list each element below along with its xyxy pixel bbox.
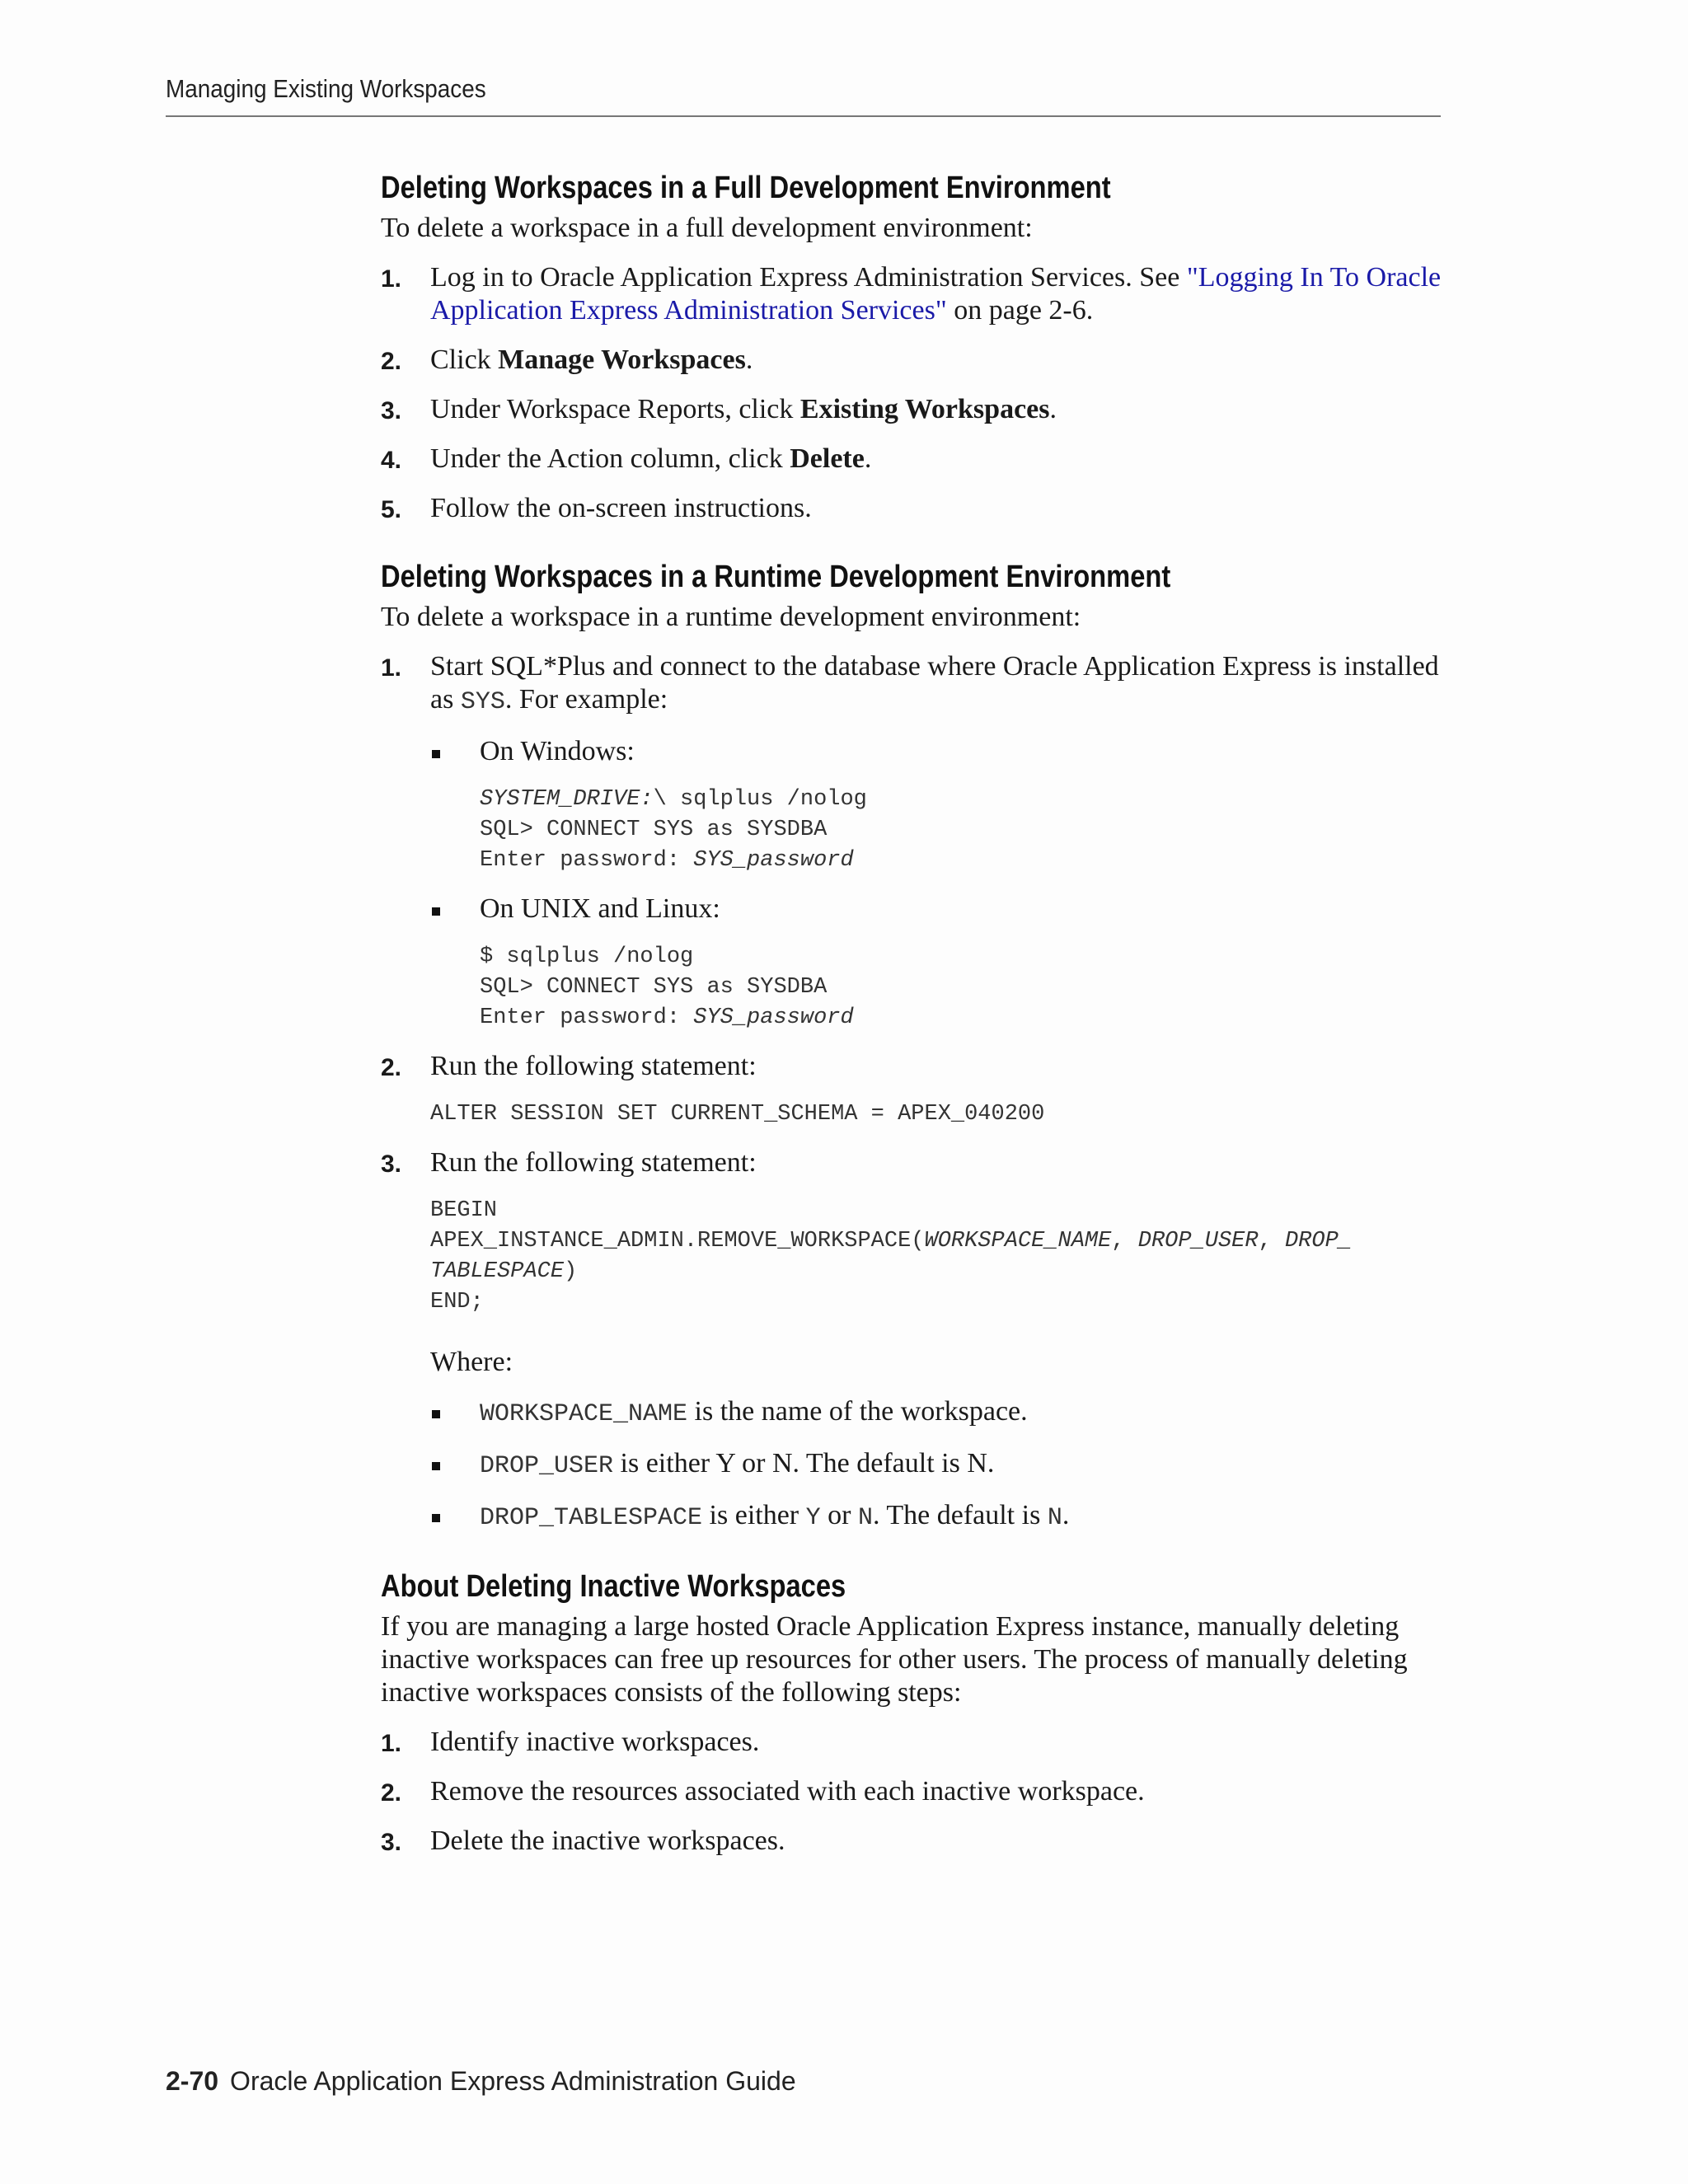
code-placeholder: SYS_password (693, 848, 854, 873)
list-item (381, 1726, 1444, 1759)
list-item (430, 1395, 1444, 1431)
running-header: Managing Existing Workspaces (166, 74, 486, 103)
code-block-remove-workspace (430, 1196, 1444, 1318)
inline-code: DROP_TABLESPACE (480, 1504, 703, 1532)
section-runtime-development (381, 558, 1444, 1535)
step-number: 3. (381, 1829, 402, 1856)
inline-code: DROP_USER (480, 1452, 614, 1480)
step-text: Identify inactive workspaces. (430, 1727, 760, 1757)
steps-list (381, 650, 1444, 1535)
step-text: Click (430, 344, 499, 375)
code-text: END; (430, 1290, 484, 1315)
book-title: Oracle Application Express Administration Guide (230, 2066, 796, 2096)
list-item (381, 492, 1444, 525)
inline-code: WORKSPACE_NAME (480, 1400, 688, 1428)
ui-term: Existing Workspaces (799, 394, 1050, 424)
step-number: 1. (381, 265, 402, 293)
bullet-icon (432, 1462, 440, 1470)
header-divider (166, 115, 1441, 117)
bullet-text: or (820, 1500, 858, 1530)
step-number: 2. (381, 348, 402, 375)
bullet-text: . The default is (872, 1500, 1048, 1530)
step-number: 2. (381, 1054, 402, 1081)
parameter-list (430, 1395, 1444, 1535)
list-item (381, 1775, 1444, 1808)
list-item (381, 1825, 1444, 1858)
code-text: ) (564, 1259, 578, 1284)
step-text: . (1049, 394, 1057, 424)
list-item (381, 443, 1444, 476)
code-text: , (1111, 1229, 1138, 1254)
steps-list (381, 261, 1444, 525)
step-text: Start SQL*Plus and connect to the database where Oracle Application Express is installed as (430, 651, 1439, 715)
inline-code: N (857, 1504, 873, 1532)
code-text: BEGIN (430, 1198, 498, 1223)
code-placeholder: TABLESPACE (430, 1259, 565, 1284)
inline-code: SYS (460, 688, 505, 716)
bullet-text: is either (702, 1500, 806, 1530)
step-number: 3. (381, 1151, 402, 1178)
step-text: . (745, 344, 753, 375)
step-text: Run the following statement: (430, 1051, 757, 1081)
bullet-icon (432, 750, 440, 758)
section-title: Deleting Workspaces in a Runtime Development Environment (381, 560, 1171, 594)
code-placeholder: DROP_USER (1137, 1229, 1259, 1254)
step-text: Remove the resources associated with each inactive workspace. (430, 1776, 1145, 1807)
section-intro: To delete a workspace in a full development environment: (381, 213, 1033, 243)
section-inactive-workspaces (381, 1568, 1444, 1858)
step-text: . For example: (504, 684, 668, 715)
step-number: 1. (381, 654, 402, 682)
step-number: 3. (381, 397, 402, 424)
code-placeholder: SYSTEM_DRIVE: (480, 787, 654, 812)
inline-code: Y (805, 1504, 821, 1532)
list-item (430, 893, 1444, 1033)
bullet-text: is the name of the workspace. (687, 1396, 1028, 1427)
list-item (381, 650, 1444, 1033)
code-text: APEX_INSTANCE_ADMIN.REMOVE_WORKSPACE( (430, 1229, 925, 1254)
ui-term: Delete (790, 443, 865, 474)
bullet-text: . (1062, 1500, 1070, 1530)
step-text: Log in to Oracle Application Express Administration Services. See (430, 262, 1187, 293)
step-number: 1. (381, 1730, 402, 1757)
step-text: Under the Action column, click (430, 443, 790, 474)
inline-code: N (1047, 1504, 1062, 1532)
step-text: Under Workspace Reports, click (430, 394, 800, 424)
list-item (381, 1050, 1444, 1130)
section-full-development (381, 169, 1444, 525)
code-block-windows (480, 785, 1444, 876)
bullet-icon (432, 1514, 440, 1522)
bullet-icon (432, 907, 440, 916)
section-title: Deleting Workspaces in a Full Development Environment (381, 171, 1111, 205)
step-text: Delete the inactive workspaces. (430, 1825, 785, 1856)
step-text: Follow the on-screen instructions. (430, 493, 812, 523)
list-item (381, 344, 1444, 377)
bullet-label: On UNIX and Linux: (480, 893, 720, 924)
list-item (381, 1146, 1444, 1535)
where-label: Where: (430, 1347, 513, 1377)
step-text: . (864, 443, 872, 474)
code-placeholder: SYS_password (693, 1005, 854, 1030)
code-text: SQL> CONNECT SYS as SYSDBA (480, 818, 828, 842)
step-number: 4. (381, 447, 402, 474)
steps-list (381, 1726, 1444, 1858)
code-block-unix (480, 942, 1444, 1033)
section-intro: If you are managing a large hosted Oracle Application Express instance, manually deleting inactive workspaces can free up resources for other users. The process of manually deleting inactive workspaces consists of the following steps: (381, 1611, 1408, 1708)
page-footer (166, 2066, 796, 2097)
code-text: Enter password: (480, 1005, 694, 1030)
logging-in-link[interactable]: "Logging In To Oracle Application Express Administration Services" (430, 262, 1442, 326)
step-number: 5. (381, 496, 402, 523)
step-text: Run the following statement: (430, 1147, 757, 1178)
code-placeholder: WORKSPACE_NAME (924, 1229, 1112, 1254)
bullet-icon (432, 1410, 440, 1418)
page-number: 2-70 (166, 2066, 219, 2096)
code-text: \ sqlplus /nolog (653, 787, 867, 812)
list-item (430, 735, 1444, 876)
section-title: About Deleting Inactive Workspaces (381, 1569, 846, 1604)
list-item (381, 393, 1444, 426)
list-item (430, 1447, 1444, 1483)
code-text: , (1258, 1229, 1285, 1254)
section-intro: To delete a workspace in a runtime development environment: (381, 602, 1081, 632)
list-item (381, 261, 1444, 327)
code-placeholder: DROP_ (1284, 1229, 1352, 1254)
page-content (381, 169, 1444, 1891)
ui-term: Manage Workspaces (498, 344, 746, 375)
code-text: SQL> CONNECT SYS as SYSDBA (480, 975, 828, 1000)
step-number: 2. (381, 1779, 402, 1807)
code-text: $ sqlplus /nolog (480, 944, 694, 969)
code-text: Enter password: (480, 848, 694, 873)
list-item (430, 1499, 1444, 1535)
code-block-alter-session: ALTER SESSION SET CURRENT_SCHEMA = APEX_040200 (430, 1102, 1045, 1127)
platform-list (430, 735, 1444, 1033)
bullet-label: On Windows: (480, 736, 635, 766)
bullet-text: is either Y or N. The default is N. (613, 1448, 995, 1479)
step-text: on page 2-6. (946, 295, 1094, 326)
